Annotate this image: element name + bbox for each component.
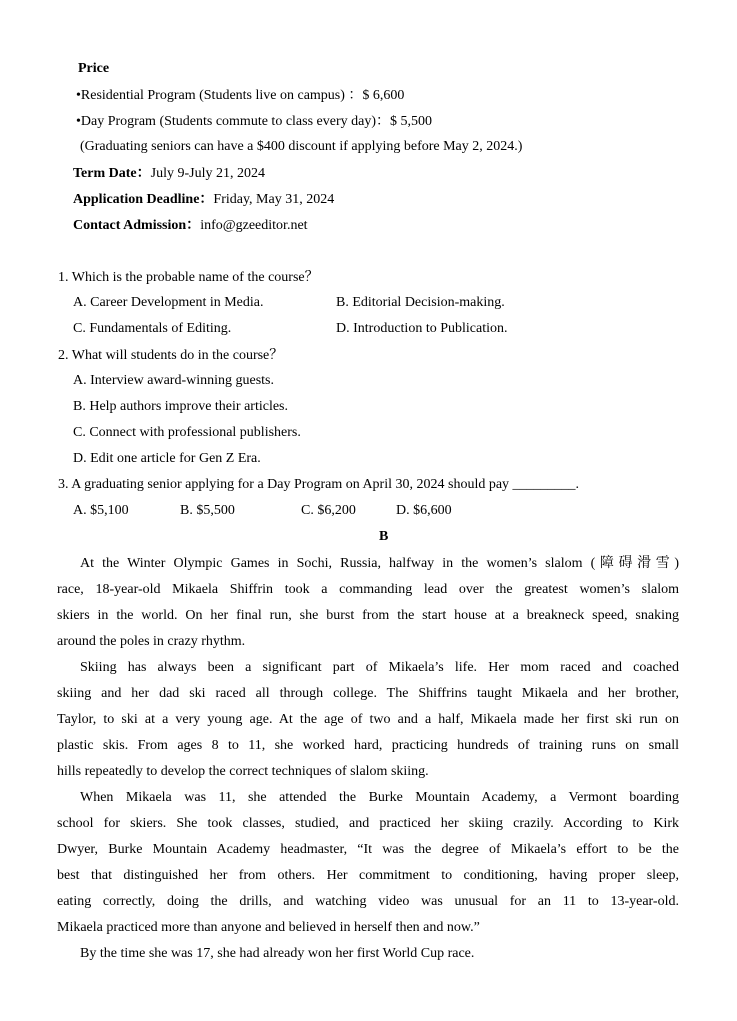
passage-line: best that distinguished her from others. Her commitment to conditioning, having proper sleep, <box>57 868 679 883</box>
question-3-option-b: B. $5,500 <box>180 503 235 518</box>
question-1-stem: 1. Which is the probable name of the course？ <box>58 270 319 285</box>
passage-line: By the time she was 17, she had already won her first World Cup race. <box>80 946 475 961</box>
passage-line: hills repeatedly to develop the correct techniques of slalom skiing. <box>57 764 429 779</box>
question-2-option-c: C. Connect with professional publishers. <box>73 425 301 440</box>
passage-line: around the poles in crazy rhythm. <box>57 634 246 649</box>
question-1-option-a: A. Career Development in Media. <box>73 295 264 310</box>
passage-line: skiing and her dad ski raced all through college. The Shiffrins taught Mikaela and her brother, <box>57 686 679 701</box>
deadline-label: Application Deadline： <box>73 192 214 207</box>
passage-line: school for skiers. She took classes, studied, and practiced her skiing crazily. According to Kirk <box>57 816 679 831</box>
question-2-option-b: B. Help authors improve their articles. <box>73 399 288 414</box>
price-heading: Price <box>78 61 110 76</box>
passage-line: plastic skis. From ages 8 to 11, she worked hard, practicing hundreds of training runs on small <box>57 738 679 753</box>
passage-line: Dwyer, Burke Mountain Academy headmaster, “It was the degree of Mikaela’s effort to be the <box>57 842 679 857</box>
question-3-option-a: A. $5,100 <box>73 503 129 518</box>
term-date-value: July 9-July 21, 2024 <box>150 166 265 181</box>
passage-line: At the Winter Olympic Games in Sochi, Russia, halfway in the women’s slalom (障碍滑雪) <box>80 556 679 571</box>
price-residential: •Residential Program (Students live on campus) ：$ 6,600 <box>76 88 405 103</box>
passage-line: When Mikaela was 11, she attended the Burke Mountain Academy, a Vermont boarding <box>80 790 679 805</box>
contact-value: info@gzeeditor.net <box>200 218 308 233</box>
question-1-option-b: B. Editorial Decision-making. <box>336 295 505 310</box>
passage-line: race, 18-year-old Mikaela Shiffrin took a commanding lead over the greatest women’s slalom <box>57 582 679 597</box>
passage-line: skiers in the world. On her final run, she burst from the start house at a breakneck speed, snaking <box>57 608 679 623</box>
price-day: •Day Program (Students commute to class every day)：$ 5,500 <box>76 114 432 129</box>
question-3-option-c: C. $6,200 <box>301 503 356 518</box>
contact-label: Contact Admission： <box>73 218 201 233</box>
question-2-option-d: D. Edit one article for Gen Z Era. <box>73 451 261 466</box>
passage-line: Taylor, to ski at a very young age. At the age of two and a half, Mikaela made her first ski run on <box>57 712 679 727</box>
section-b-heading: B <box>379 529 389 544</box>
question-2-stem: 2. What will students do in the course？ <box>58 348 284 363</box>
passage-line: eating correctly, doing the drills, and watching video was unusual for an 11 to 13-year-old. <box>57 894 679 909</box>
term-date-label: Term Date： <box>73 166 151 181</box>
passage-line: Mikaela practiced more than anyone and believed in herself then and now.” <box>57 920 480 935</box>
passage-line: Skiing has always been a significant part of Mikaela’s life. Her mom raced and coached <box>80 660 679 675</box>
deadline-value: Friday, May 31, 2024 <box>213 192 335 207</box>
question-3-stem: 3. A graduating senior applying for a Day Program on April 30, 2024 should pay _________. <box>58 477 580 492</box>
contact-row <box>73 217 308 235</box>
price-discount: (Graduating seniors can have a $400 discount if applying before May 2, 2024.) <box>80 139 523 154</box>
deadline-row <box>73 191 334 209</box>
question-2-option-a: A. Interview award-winning guests. <box>73 373 275 388</box>
question-3-option-d: D. $6,600 <box>396 503 452 518</box>
term-date-row <box>73 165 265 183</box>
question-1-option-c: C. Fundamentals of Editing. <box>73 321 232 336</box>
question-1-option-d: D. Introduction to Publication. <box>336 321 508 336</box>
